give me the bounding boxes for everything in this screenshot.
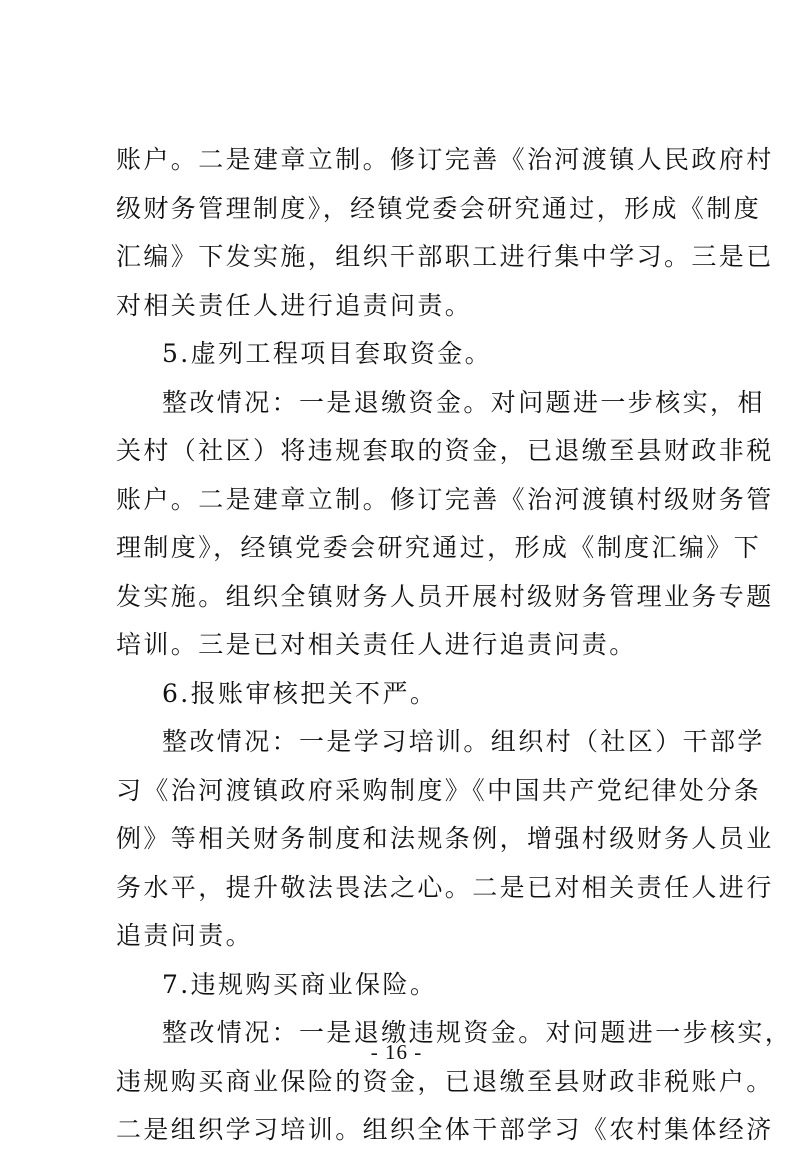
text-line: 务水平，提升敬法畏法之心。二是已对相关责任人进行 [116, 872, 774, 902]
text-line: 追责问责。 [116, 921, 254, 950]
document-body [116, 136, 793, 1155]
text-line: 关村（社区）将违规套取的资金，已退缴至县财政非税 [116, 436, 774, 465]
text-line: 整改情况：一是学习培训。组织村（社区）干部学 [162, 727, 765, 756]
text-line: 违规购买商业保险的资金，已退缴至县财政非税账户。 [116, 1066, 774, 1096]
page-number: - 16 - [370, 1040, 423, 1064]
text-line: 账户。二是建章立制。修订完善《治河渡镇人民政府村 [116, 145, 774, 174]
text-line: 整改情况：一是退缴违规资金。对问题进一步核实， [162, 1018, 793, 1047]
text-line: 理制度》，经镇党委会研究通过，形成《制度汇编》下 [116, 533, 762, 562]
text-line: 二是组织学习培训。组织全体干部学习《农村集体经济 [116, 1115, 774, 1144]
text-line: 培训。三是已对相关责任人进行追责问责。 [116, 630, 637, 659]
text-line: 5.虚列工程项目套取资金。 [162, 339, 493, 368]
text-line: 6.报账审核把关不严。 [162, 678, 438, 708]
text-line: 例》等相关财务制度和法规条例，增强村级财务人员业 [116, 824, 774, 853]
text-line: 7.违规购买商业保险。 [162, 969, 438, 999]
text-line: 整改情况：一是退缴资金。对问题进一步核实，相 [162, 387, 765, 417]
text-line: 级财务管理制度》，经镇党委会研究通过，形成《制度 [116, 193, 762, 223]
text-line: 习《治河渡镇政府采购制度》《中国共产党纪律处分条 [116, 775, 762, 805]
text-line: 账户。二是建章立制。修订完善《治河渡镇村级财务管 [116, 484, 774, 514]
text-line: 发实施。组织全镇财务人员开展村级财务管理业务专题 [116, 581, 774, 611]
text-line: 汇编》下发实施，组织干部职工进行集中学习。三是已 [116, 242, 774, 271]
text-line: 对相关责任人进行追责问责。 [116, 290, 473, 320]
